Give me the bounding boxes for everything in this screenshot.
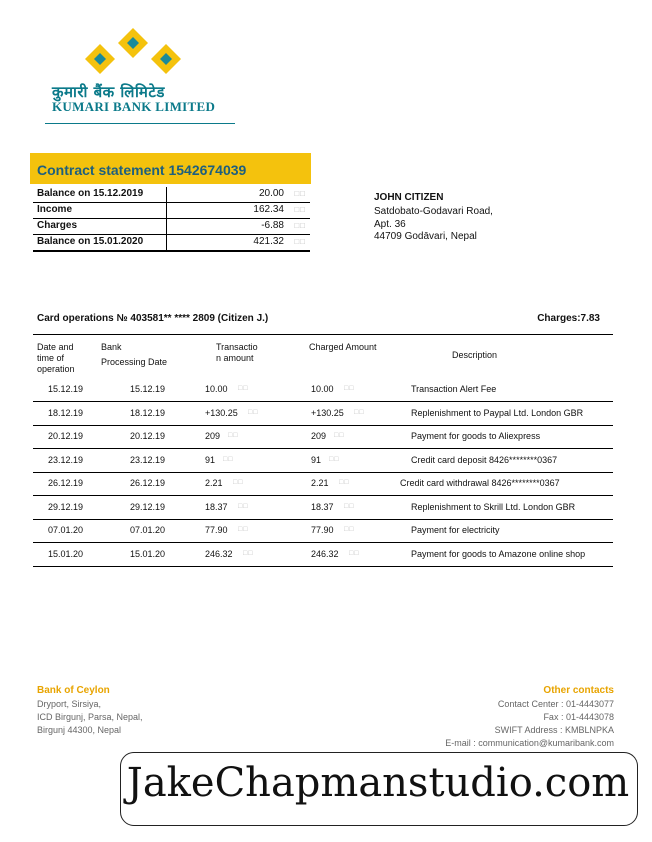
- cell-d2: 15.12.19: [130, 384, 166, 394]
- cell-chg: 246.32: [311, 548, 339, 559]
- summary-value: 162.34: [253, 204, 284, 215]
- cell-desc: Payment for electricity: [411, 525, 500, 535]
- currency-glyph: □□: [294, 205, 306, 214]
- cell-d2: 23.12.19: [130, 454, 166, 465]
- contract-title: Contract statement 1542674039: [37, 162, 247, 178]
- currency-glyph: □□: [238, 502, 249, 510]
- footer-contacts-title: Other contacts: [543, 685, 614, 696]
- header-charged-amount: Charged Amount: [309, 342, 377, 352]
- header-operation-date: Date and time of operation: [37, 342, 75, 374]
- cell-desc: Replenishment to Skrill Ltd. London GBR: [411, 501, 576, 512]
- cell-desc: Payment for goods to Amazone online shop: [411, 548, 586, 559]
- currency-glyph: □□: [238, 526, 249, 533]
- currency-glyph: □□: [238, 385, 249, 392]
- balance-summary: [33, 187, 310, 252]
- table-row: [33, 473, 613, 496]
- currency-glyph: □□: [223, 455, 234, 463]
- currency-glyph: □□: [344, 526, 355, 533]
- summary-row-closing: [33, 235, 310, 252]
- summary-value: 421.32: [253, 236, 284, 247]
- cell-chg: 209: [311, 431, 327, 441]
- cell-amt: +130.25: [205, 407, 238, 418]
- cell-amt: 10.00: [205, 384, 228, 394]
- currency-glyph: □□: [233, 479, 244, 486]
- currency-glyph: □□: [339, 479, 350, 486]
- footer-address-line: Birgunj 44300, Nepal: [37, 725, 122, 735]
- bank-name-hindi: कुमारी बैंक लिमिटेड: [52, 83, 165, 101]
- summary-label: Balance on 15.01.2020: [37, 236, 144, 247]
- card-charges-total: Charges:7.83: [537, 313, 600, 324]
- currency-glyph: □□: [294, 221, 306, 230]
- header-description: Description: [452, 350, 498, 360]
- summary-row-opening: [33, 187, 310, 203]
- cell-d2: 20.12.19: [130, 431, 166, 441]
- cell-chg: 77.90: [311, 525, 334, 535]
- currency-glyph: □□: [243, 549, 254, 557]
- cell-d1: 26.12.19: [48, 478, 84, 488]
- cell-d1: 07.01.20: [48, 525, 84, 535]
- summary-value: -6.88: [261, 220, 284, 231]
- cell-amt: 18.37: [205, 501, 228, 512]
- cell-desc: Replenishment to Paypal Ltd. London GBR: [411, 407, 584, 418]
- table-row: [33, 403, 613, 426]
- summary-row-income: [33, 203, 310, 219]
- cell-d1: 18.12.19: [48, 407, 84, 418]
- cell-d1: 20.12.19: [48, 431, 84, 441]
- currency-glyph: □□: [344, 502, 355, 510]
- currency-glyph: □□: [334, 432, 345, 439]
- cell-amt: 2.21: [205, 478, 223, 488]
- table-row: [33, 544, 613, 567]
- cell-amt: 91: [205, 454, 216, 465]
- currency-glyph: □□: [228, 432, 239, 439]
- cell-desc: Transaction Alert Fee: [411, 384, 497, 394]
- client-address-line: Satdobato-Godavari Road,: [374, 206, 493, 217]
- table-row: [33, 520, 613, 543]
- footer-contact-line: Contact Center : 01-4443077: [497, 699, 614, 709]
- bank-name-english: KUMARI BANK LIMITED: [52, 99, 216, 114]
- footer-contact-line: SWIFT Address : KMBLNPKA: [494, 725, 614, 735]
- table-top-rule: [33, 334, 613, 335]
- cell-d1: 23.12.19: [48, 454, 84, 465]
- cell-d1: 29.12.19: [48, 501, 84, 512]
- currency-glyph: □□: [329, 455, 340, 463]
- cell-chg: 10.00: [311, 384, 334, 394]
- client-name: JOHN CITIZEN: [374, 192, 444, 203]
- summary-value: 20.00: [258, 188, 284, 199]
- cell-amt: 209: [205, 431, 221, 441]
- cell-d2: 18.12.19: [130, 407, 166, 418]
- cell-chg: 91: [311, 454, 322, 465]
- cell-amt: 77.90: [205, 525, 228, 535]
- summary-row-charges: [33, 219, 310, 235]
- client-address-line: Apt. 36: [374, 219, 406, 230]
- header-processing-date: Bank Processing Date: [101, 342, 168, 367]
- cell-d2: 29.12.19: [130, 501, 166, 512]
- currency-glyph: □□: [344, 385, 355, 392]
- cell-desc: Credit card withdrawal 8426********0367: [400, 478, 560, 488]
- cell-d2: 15.01.20: [130, 548, 166, 559]
- cell-d2: 26.12.19: [130, 478, 166, 488]
- footer-contact-email[interactable]: E-mail : communication@kumaribank.com: [445, 738, 614, 748]
- watermark-text: JakeChapmanstudio.com: [126, 760, 630, 806]
- summary-label: Charges: [37, 220, 78, 231]
- table-row: [33, 450, 613, 473]
- table-row: [33, 379, 613, 402]
- currency-glyph: □□: [354, 408, 365, 416]
- cell-chg: 2.21: [311, 478, 329, 488]
- card-operations-title: Card operations № 403581** **** 2809 (Citizen J.): [37, 313, 269, 324]
- table-row: [33, 497, 613, 520]
- currency-glyph: □□: [349, 549, 360, 557]
- bank-logo-diamonds: [78, 26, 188, 86]
- footer-contact-line: Fax : 01-4443078: [543, 712, 614, 722]
- cell-d1: 15.12.19: [48, 384, 84, 394]
- cell-chg: +130.25: [311, 407, 344, 418]
- cell-d1: 15.01.20: [48, 548, 84, 559]
- currency-glyph: □□: [248, 408, 259, 416]
- cell-desc: Payment for goods to Aliexpress: [411, 431, 541, 441]
- currency-glyph: □□: [294, 237, 306, 246]
- cell-desc: Credit card deposit 8426********0367: [411, 454, 558, 465]
- footer-bank-title: Bank of Ceylon: [37, 685, 110, 696]
- footer-address-line: ICD Birgunj, Parsa, Nepal,: [37, 712, 143, 722]
- cell-d2: 07.01.20: [130, 525, 166, 535]
- cell-amt: 246.32: [205, 548, 233, 559]
- cell-chg: 18.37: [311, 501, 334, 512]
- table-row: [33, 426, 613, 449]
- summary-label: Income: [37, 204, 73, 215]
- header-transaction-amount: Transactio n amount: [216, 342, 258, 363]
- client-address-line: 44709 Godāvari, Nepal: [374, 231, 477, 242]
- summary-label: Balance on 15.12.2019: [37, 188, 144, 199]
- footer-address-line: Dryport, Sirsiya,: [37, 699, 102, 709]
- currency-glyph: □□: [294, 189, 306, 198]
- logo-underline: [45, 123, 235, 124]
